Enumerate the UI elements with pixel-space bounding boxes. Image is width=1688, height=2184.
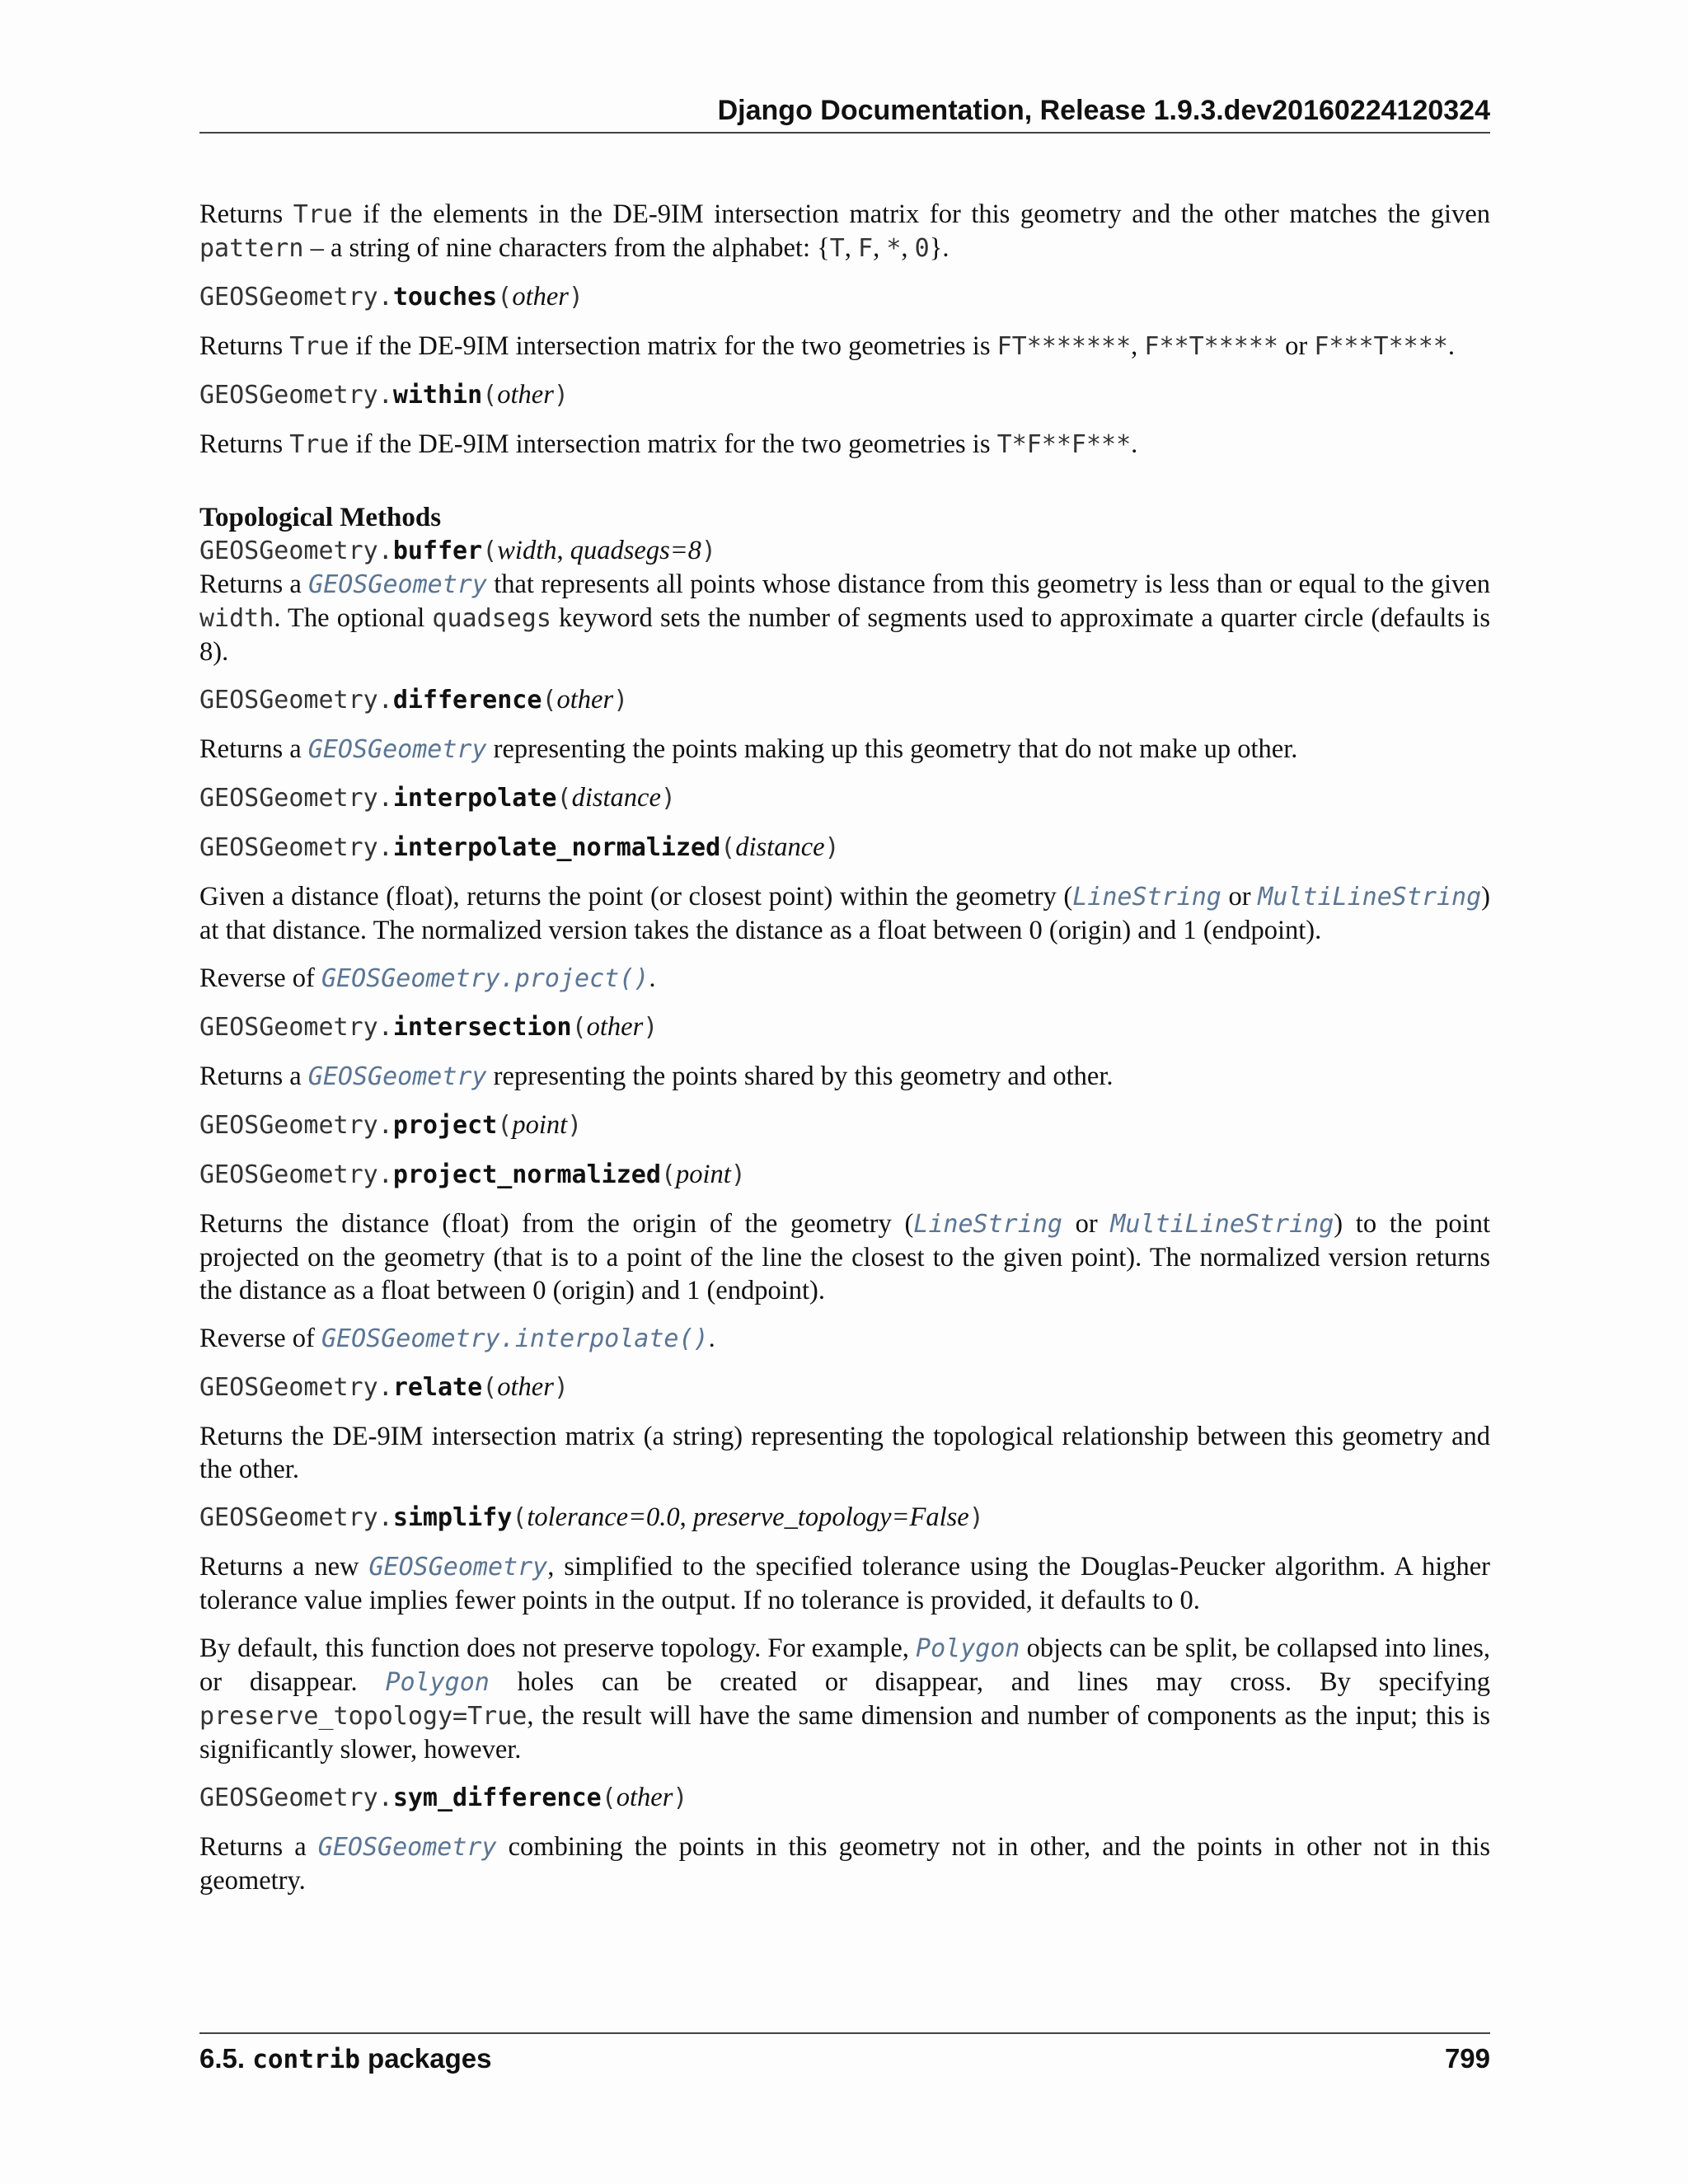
- within-description: Returns True if the DE-9IM intersection matrix for the two geometries is T*F**F***.: [199, 429, 1138, 459]
- interpolate-description: Given a distance (float), returns the point (or closest point) within the geometry (LineString or MultiLineString) at that distance. The normalized version takes the distance as a float between 0 (origin) and 1 (endpoint).: [199, 882, 1490, 945]
- relate-signature: GEOSGeometry.relate(other): [199, 1372, 569, 1402]
- touches-signature: GEOSGeometry.touches(other): [199, 282, 584, 312]
- buffer-signature: GEOSGeometry.buffer(width, quadsegs=8): [199, 536, 716, 565]
- interpolate-link[interactable]: GEOSGeometry.interpolate(): [321, 1324, 709, 1353]
- project-normalized-signature: GEOSGeometry.project_normalized(point): [199, 1160, 746, 1189]
- difference-signature: GEOSGeometry.difference(other): [199, 685, 629, 715]
- geosgeometry-link[interactable]: GEOSGeometry: [307, 1062, 487, 1091]
- simplify-signature: GEOSGeometry.simplify(tolerance=0.0, preserve_topology=False): [199, 1502, 984, 1532]
- relate-description: Returns the DE-9IM intersection matrix (a string) representing the topological relationship between this geometry and the other.: [199, 1422, 1490, 1484]
- page-number: 799: [1444, 2043, 1490, 2074]
- page-header: [199, 92, 1490, 134]
- page-footer: [199, 2032, 1490, 2080]
- project-link[interactable]: GEOSGeometry.project(): [321, 964, 649, 993]
- geosgeometry-link[interactable]: GEOSGeometry: [317, 1833, 497, 1862]
- sym-difference-signature: GEOSGeometry.sym_difference(other): [199, 1783, 688, 1812]
- buffer-description: Returns a GEOSGeometry that represents all points whose distance from this geometry is less than or equal to the given width. The optional quadsegs keyword sets the number of segments used to approximate a quarter circle (defaults is 8).: [199, 569, 1490, 667]
- linestring-link[interactable]: LineString: [1072, 883, 1221, 912]
- content: [199, 198, 1490, 1912]
- project-description: Returns the distance (float) from the origin of the geometry (LineString or MultiLineString) to the point projected on the geometry (that is to a point of the line the closest to the given point). The normalized version returns the distance as a float between 0 (origin) and 1 (endpoint).: [199, 1209, 1490, 1305]
- intersection-signature: GEOSGeometry.intersection(other): [199, 1012, 659, 1042]
- geosgeometry-link[interactable]: GEOSGeometry: [308, 570, 487, 599]
- interpolate-reverse-note: Reverse of GEOSGeometry.project().: [199, 963, 656, 993]
- simplify-topology-note: By default, this function does not preserve topology. For example, Polygon objects can be split, be collapsed into lines, or disappear. Polygon holes can be created or disappear, and lines may cross. By specifying preserve_topology=True, the result will have the same dimension and number of components as the input; this is significantly slower, however.: [199, 1633, 1490, 1765]
- touches-description: Returns True if the DE-9IM intersection matrix for the two geometries is FT*******, F**T***** or F***T****.: [199, 331, 1455, 361]
- multilinestring-link[interactable]: MultiLineString: [1258, 883, 1482, 912]
- footer-section: 6.5. contrib packages: [199, 2043, 492, 2074]
- within-signature: GEOSGeometry.within(other): [199, 380, 569, 410]
- sym-difference-description: Returns a GEOSGeometry combining the points in this geometry not in other, and the points in other not in this geometry.: [199, 1832, 1490, 1896]
- difference-description: Returns a GEOSGeometry representing the points making up this geometry that do not make up other.: [199, 734, 1298, 764]
- geosgeometry-link[interactable]: GEOSGeometry: [307, 735, 487, 764]
- simplify-description: Returns a new GEOSGeometry, simplified to the specified tolerance using the Douglas-Peucker algorithm. A higher tolerance value implies fewer points in the output. If no tolerance is provided, it defaults to 0.: [199, 1552, 1490, 1615]
- linestring-link[interactable]: LineString: [913, 1210, 1062, 1239]
- interpolate-normalized-signature: GEOSGeometry.interpolate_normalized(distance): [199, 832, 840, 862]
- intersection-description: Returns a GEOSGeometry representing the points shared by this geometry and other.: [199, 1062, 1114, 1091]
- polygon-link[interactable]: Polygon: [385, 1668, 490, 1697]
- polygon-link[interactable]: Polygon: [916, 1634, 1020, 1663]
- section-heading: Topological Methods: [199, 503, 442, 532]
- multilinestring-link[interactable]: MultiLineString: [1110, 1210, 1334, 1239]
- project-reverse-note: Reverse of GEOSGeometry.interpolate().: [199, 1324, 715, 1353]
- interpolate-signature: GEOSGeometry.interpolate(distance): [199, 783, 676, 813]
- page: [199, 0, 1490, 2184]
- intro-paragraph: Returns True if the elements in the DE-9IM intersection matrix for this geometry and the other matches the given pattern – a string of nine characters from the alphabet: {T, F, *, 0}.: [199, 199, 1490, 263]
- geosgeometry-link[interactable]: GEOSGeometry: [368, 1553, 548, 1582]
- header-title: Django Documentation, Release 1.9.3.dev20160224120324: [717, 95, 1490, 126]
- project-signature: GEOSGeometry.project(point): [199, 1110, 583, 1140]
